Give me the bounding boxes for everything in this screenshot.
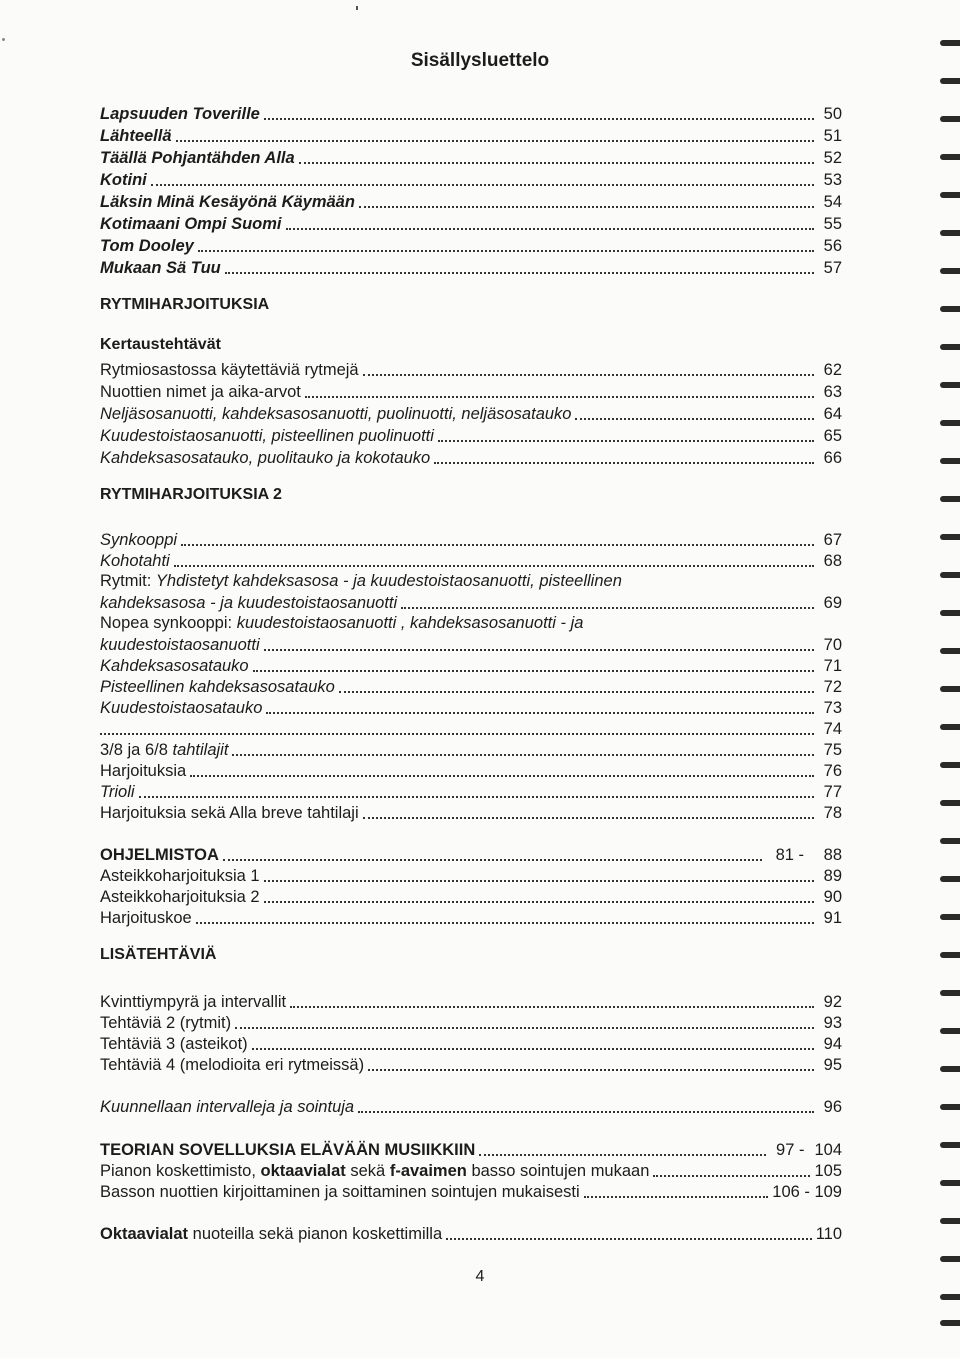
binding-ring <box>940 268 960 274</box>
binding-ring <box>940 1066 960 1072</box>
leader-dots <box>198 250 814 252</box>
scan-mark <box>356 6 358 10</box>
toc-entry[interactable]: Kotimaani Ompi Suomi 55 <box>100 215 842 233</box>
toc-entry[interactable]: Asteikkoharjoituksia 1 89 <box>100 867 842 885</box>
leader-dots <box>299 162 814 164</box>
leader-dots <box>225 272 814 274</box>
leader-dots <box>235 1027 814 1029</box>
leader-dots <box>264 880 814 882</box>
toc-entry[interactable]: Harjoituksia 76 <box>100 762 842 780</box>
leader-dots <box>358 1111 814 1113</box>
leader-dots <box>290 1006 814 1008</box>
binding-ring <box>940 306 960 312</box>
toc-entry[interactable]: Synkooppi 67 <box>100 531 842 549</box>
leader-dots <box>151 184 814 186</box>
page-number: 4 <box>475 1268 485 1285</box>
binding-ring <box>940 1180 960 1186</box>
toc-entry[interactable]: Kvinttiympyrä ja intervallit 92 <box>100 993 842 1011</box>
toc-entry[interactable]: TEORIAN SOVELLUKSIA ELÄVÄÄN MUSIIKKIIN 97 - 104 <box>100 1141 842 1159</box>
toc-entry[interactable]: Neljäsosanuotti, kahdeksasosanuotti, puolinuotti, neljäsosatauko 64 <box>100 405 842 423</box>
leader-dots <box>253 670 814 672</box>
binding-ring <box>940 990 960 996</box>
leader-dots <box>139 796 814 798</box>
toc-entry[interactable]: Pianon koskettimisto, oktaavialat sekä f-avaimen basso sointujen mukaan 105 <box>100 1162 842 1180</box>
binding-ring <box>940 762 960 768</box>
toc-entry[interactable]: Rytmiosastossa käytettäviä rytmejä 62 <box>100 361 842 379</box>
binding-ring <box>940 1028 960 1034</box>
toc-entry[interactable]: Kotini 53 <box>100 171 842 189</box>
section-subheading: Kertaustehtävät <box>100 336 221 353</box>
toc-entry[interactable]: Harjoituskoe 91 <box>100 909 842 927</box>
toc-entry[interactable]: Täällä Pohjantähden Alla 52 <box>100 149 842 167</box>
leader-dots <box>363 817 814 819</box>
toc-entry[interactable]: Kuudestoistaosanuotti, pisteellinen puolinuotti 65 <box>100 427 842 445</box>
page-title: Sisällysluettelo <box>410 50 550 71</box>
margin-mark <box>2 38 5 41</box>
toc-entry-line: Nopea synkooppi: kuudestoistaosanuotti , kahdeksasosanuotti - ja <box>100 614 584 632</box>
toc-entry[interactable]: Lähteellä 51 <box>100 127 842 145</box>
leader-dots <box>174 565 814 567</box>
leader-dots <box>264 118 814 120</box>
binding-ring <box>940 648 960 654</box>
leader-dots <box>359 206 814 208</box>
toc-entry[interactable]: Lapsuuden Toverille 50 <box>100 105 842 123</box>
leader-dots <box>190 775 814 777</box>
section-heading: LISÄTEHTÄVIÄ <box>100 946 217 963</box>
toc-entry[interactable]: kahdeksasosa - ja kuudestoistaosanuotti 69 <box>100 594 842 612</box>
spiral-binding <box>934 0 960 1358</box>
binding-ring <box>940 1320 960 1326</box>
binding-ring <box>940 838 960 844</box>
toc-entry[interactable]: Oktaavialat nuoteilla sekä pianon koskettimilla 110 <box>100 1225 842 1243</box>
toc-entry[interactable]: Kuudestoistaosatauko 73 <box>100 699 842 717</box>
leader-dots <box>252 1048 814 1050</box>
binding-ring <box>940 78 960 84</box>
toc-entry[interactable]: Trioli 77 <box>100 783 842 801</box>
binding-ring <box>940 382 960 388</box>
leader-dots <box>181 544 814 546</box>
leader-dots <box>100 733 814 735</box>
binding-ring <box>940 610 960 616</box>
binding-ring <box>940 914 960 920</box>
toc-entry[interactable]: Tom Dooley 56 <box>100 237 842 255</box>
leader-dots <box>575 418 814 420</box>
binding-ring <box>940 192 960 198</box>
binding-ring <box>940 458 960 464</box>
leader-dots <box>446 1238 812 1240</box>
toc-entry[interactable]: Pisteellinen kahdeksasosatauko 72 <box>100 678 842 696</box>
leader-dots <box>223 859 762 861</box>
toc-entry[interactable]: Kohotahti 68 <box>100 552 842 570</box>
binding-ring <box>940 534 960 540</box>
leader-dots <box>264 901 814 903</box>
toc-entry[interactable]: Tehtäviä 2 (rytmit) 93 <box>100 1014 842 1032</box>
leader-dots <box>339 691 814 693</box>
leader-dots <box>368 1069 814 1071</box>
toc-entry[interactable]: Kuunnellaan intervalleja ja sointuja 96 <box>100 1098 842 1116</box>
toc-entry[interactable]: Läksin Minä Kesäyönä Käymään 54 <box>100 193 842 211</box>
section-heading: RYTMIHARJOITUKSIA <box>100 296 270 313</box>
toc-entry[interactable]: Tehtäviä 3 (asteikot) 94 <box>100 1035 842 1053</box>
leader-dots <box>363 374 814 376</box>
binding-ring <box>940 876 960 882</box>
leader-dots <box>264 649 814 651</box>
leader-dots <box>584 1196 769 1198</box>
leader-dots <box>232 754 814 756</box>
binding-ring <box>940 420 960 426</box>
toc-entry[interactable]: Mukaan Sä Tuu 57 <box>100 259 842 277</box>
binding-ring <box>940 724 960 730</box>
binding-ring <box>940 572 960 578</box>
binding-ring <box>940 230 960 236</box>
leader-dots <box>266 712 814 714</box>
toc-entry[interactable]: kuudestoistaosanuotti 70 <box>100 636 842 654</box>
binding-ring <box>940 344 960 350</box>
leader-dots <box>196 922 814 924</box>
toc-entry[interactable]: Asteikkoharjoituksia 2 90 <box>100 888 842 906</box>
leader-dots <box>438 440 814 442</box>
toc-entry[interactable]: 3/8 ja 6/8 tahtilajit 75 <box>100 741 842 759</box>
section-heading: RYTMIHARJOITUKSIA 2 <box>100 486 282 503</box>
binding-ring <box>940 952 960 958</box>
toc-entry[interactable]: 74 <box>100 717 842 739</box>
leader-dots <box>401 607 814 609</box>
toc-entry[interactable]: Tehtäviä 4 (melodioita eri rytmeissä) 95 <box>100 1056 842 1074</box>
binding-ring <box>940 1104 960 1110</box>
binding-ring <box>940 1256 960 1262</box>
binding-ring <box>940 154 960 160</box>
binding-ring <box>940 1142 960 1148</box>
leader-dots <box>305 396 814 398</box>
leader-dots <box>479 1154 766 1156</box>
leader-dots <box>176 140 814 142</box>
leader-dots <box>434 462 814 464</box>
binding-ring <box>940 496 960 502</box>
toc-entry[interactable]: Kahdeksasosatauko, puolitauko ja kokotauko 66 <box>100 449 842 467</box>
binding-ring <box>940 1294 960 1300</box>
leader-dots <box>653 1175 810 1177</box>
toc-entry-line: Rytmit: Yhdistetyt kahdeksasosa - ja kuudestoistaosanuotti, pisteellinen <box>100 572 622 590</box>
binding-ring <box>940 800 960 806</box>
toc-entry[interactable]: Kahdeksasosatauko 71 <box>100 657 842 675</box>
binding-ring <box>940 1218 960 1224</box>
binding-ring <box>940 40 960 46</box>
binding-ring <box>940 116 960 122</box>
toc-entry[interactable]: Basson nuottien kirjoittaminen ja soittaminen sointujen mukaisesti 106 - 109 <box>100 1183 842 1201</box>
leader-dots <box>286 228 814 230</box>
binding-ring <box>940 686 960 692</box>
toc-entry[interactable]: Nuottien nimet ja aika-arvot 63 <box>100 383 842 401</box>
toc-entry[interactable]: OHJELMISTOA 81 - 88 <box>100 846 842 864</box>
toc-entry[interactable]: Harjoituksia sekä Alla breve tahtilaji 78 <box>100 804 842 822</box>
